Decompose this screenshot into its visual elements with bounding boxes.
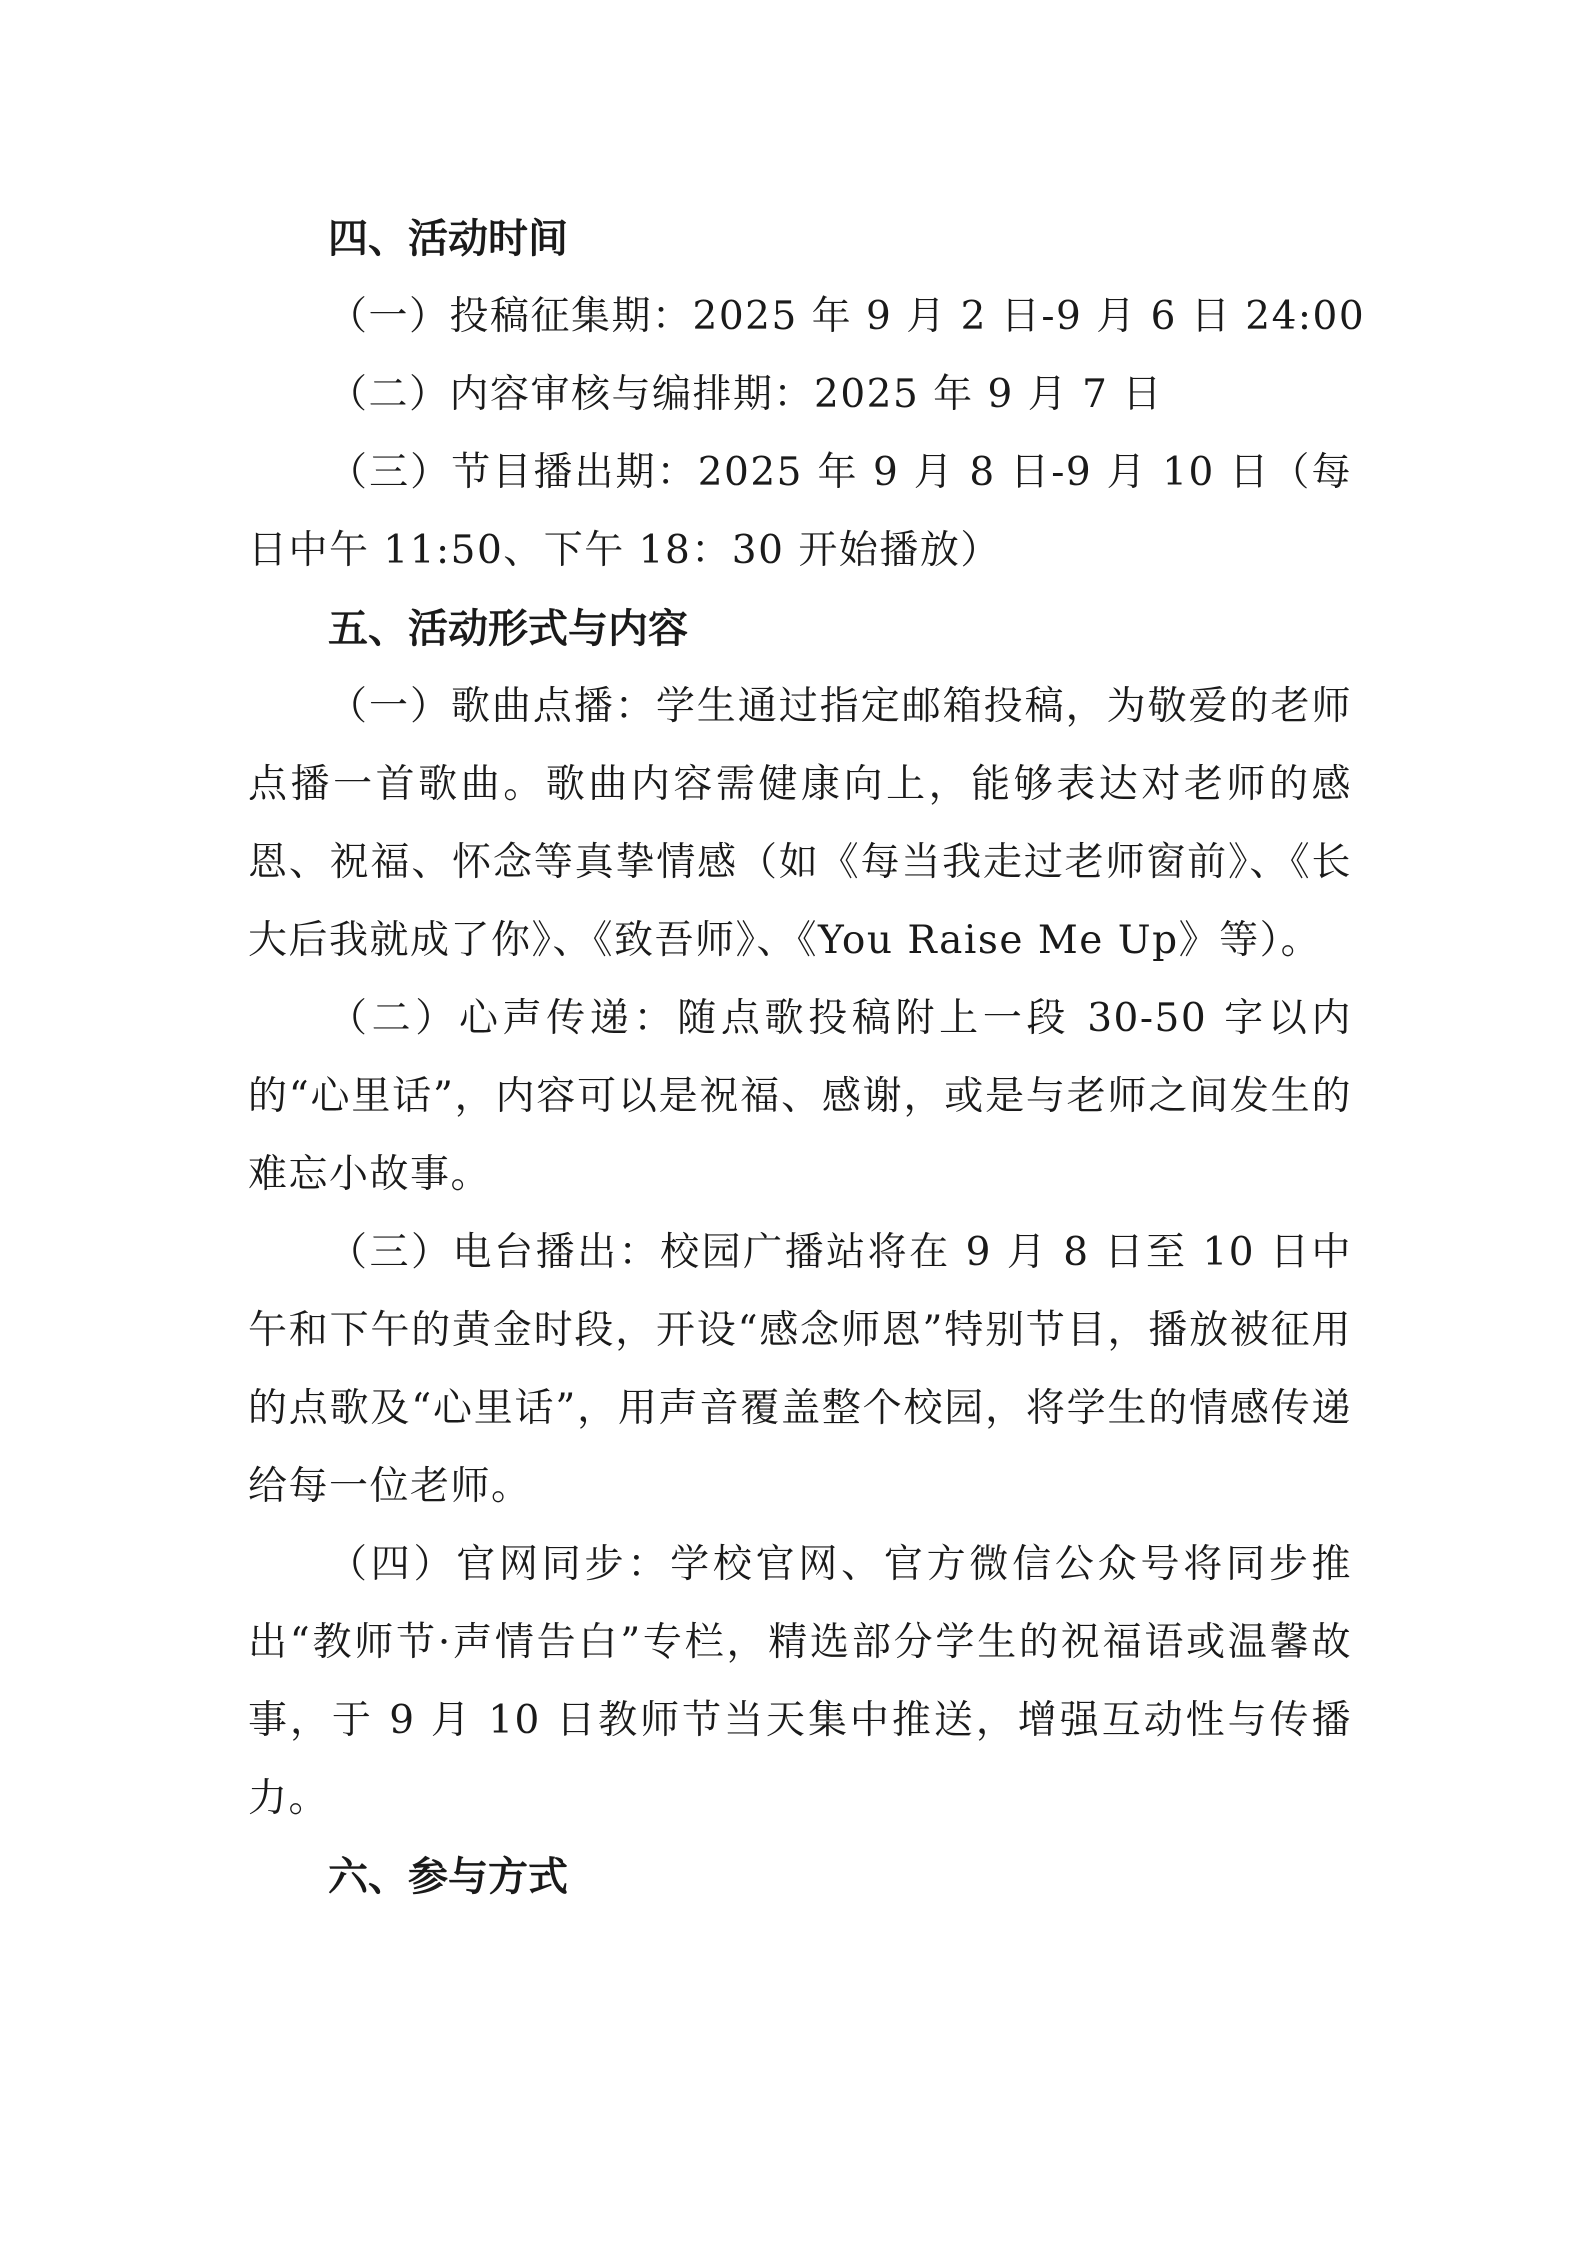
document-body bbox=[248, 200, 1366, 1916]
paragraph-broadcast-period: （三）节目播出期：2025 年 9 月 8 日-9 月 10 日（每日中午 11:50、下午 18：30 开始播放） bbox=[248, 450, 1352, 573]
paragraph-submission-period: （一）投稿征集期：2025 年 9 月 2 日-9 月 6 日 24:00 bbox=[328, 294, 1366, 339]
paragraph-song-request: （一）歌曲点播：学生通过指定邮箱投稿，为敬爱的老师点播一首歌曲。歌曲内容需健康向上，能够表达对老师的感恩、祝福、怀念等真挚情感（如《每当我走过老师窗前》、《长大后我就成了你》、《致吾师》、《You Raise Me Up》等）。 bbox=[248, 684, 1352, 963]
section-heading-participation: 六、参与方式 bbox=[328, 1854, 568, 1900]
paragraph-heartfelt-message: （二）心声传递：随点歌投稿附上一段 30-50 字以内的“心里话”，内容可以是祝福、感谢，或是与老师之间发生的难忘小故事。 bbox=[248, 996, 1352, 1197]
paragraph-website-sync: （四）官网同步：学校官网、官方微信公众号将同步推出“教师节·声情告白”专栏，精选部分学生的祝福语或温馨故事，于 9 月 10 日教师节当天集中推送，增强互动性与传播力。 bbox=[248, 1542, 1352, 1821]
section-heading-activity-time: 四、活动时间 bbox=[328, 216, 568, 262]
paragraph-radio-broadcast: （三）电台播出：校园广播站将在 9 月 8 日至 10 日中午和下午的黄金时段，开设“感念师恩”特别节目，播放被征用的点歌及“心里话”，用声音覆盖整个校园，将学生的情感传递给每一位老师。 bbox=[248, 1230, 1352, 1509]
paragraph-review-period: （二）内容审核与编排期：2025 年 9 月 7 日 bbox=[328, 372, 1163, 417]
section-heading-activity-format: 五、活动形式与内容 bbox=[328, 606, 688, 652]
